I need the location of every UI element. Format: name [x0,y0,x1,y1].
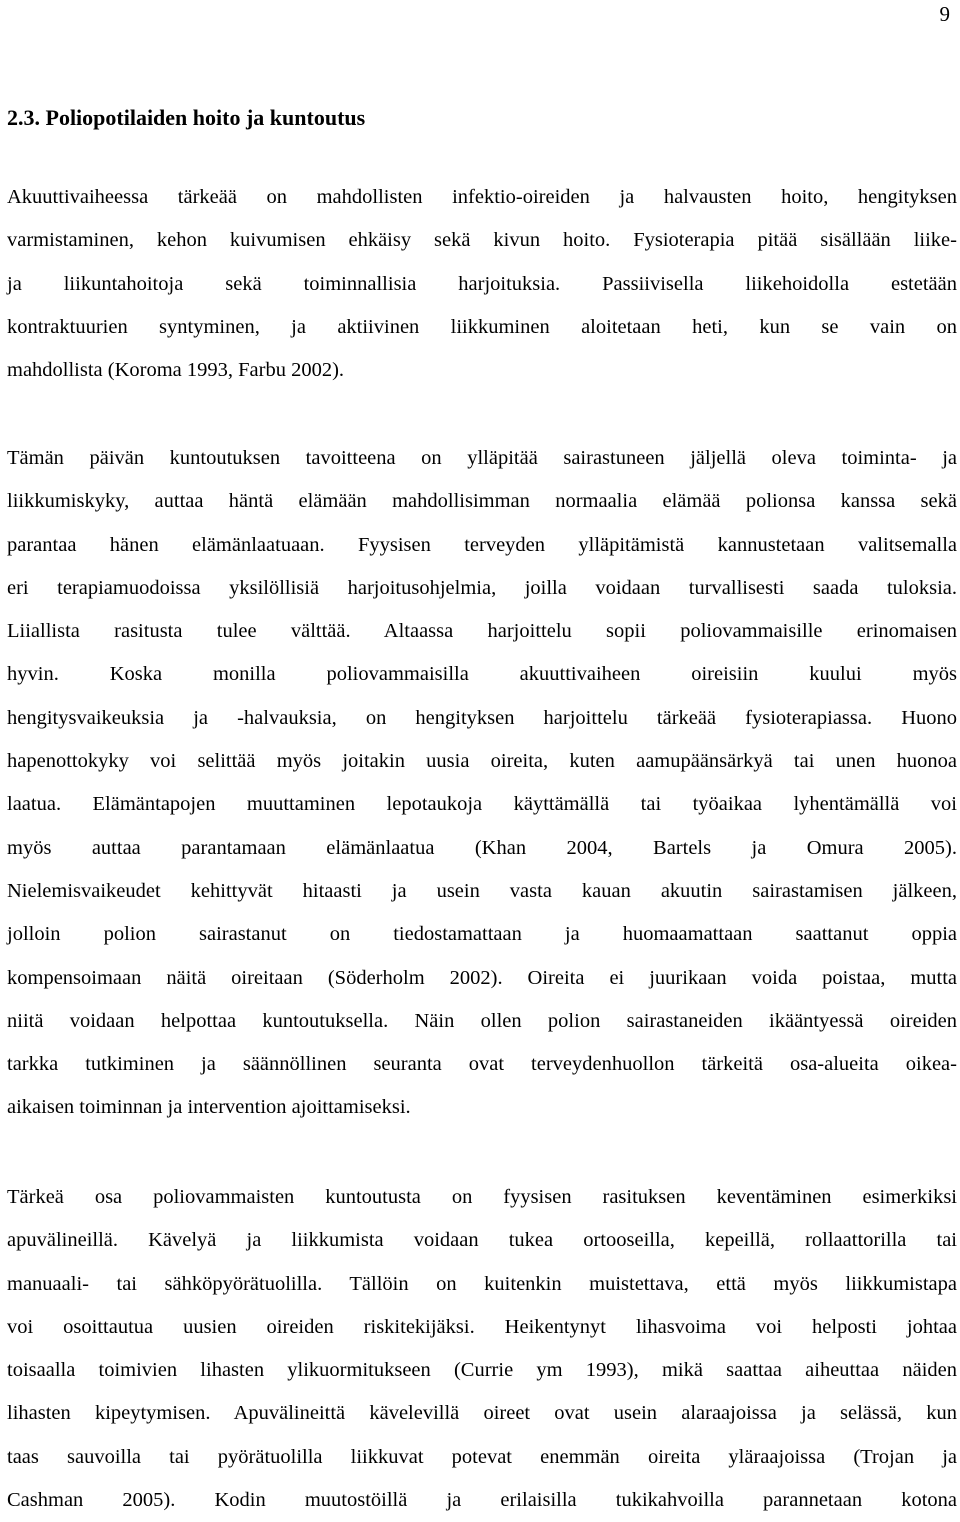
text-line: kontraktuurien syntyminen, ja aktiivinen liikkuminen aloitetaan heti, kun se vain on [7,315,957,338]
text-line: apuvälineillä. Kävelyä ja liikkumista voidaan tukea ortooseilla, kepeillä, rollaattorilla tai [7,1229,957,1252]
text-line: mahdollista (Koroma 1993, Farbu 2002). [7,359,345,382]
text-line: hengitysvaikeuksia ja -halvauksia, on hengityksen harjoittelu tärkeää fysioterapiassa. Huono [7,706,957,729]
text-line: tarkka tutkiminen ja säännöllinen seuranta ovat terveydenhuollon tärkeitä osa-alueita oikea- [7,1053,957,1076]
text-line: Nielemisvaikeudet kehittyvät hitaasti ja usein vasta kauan akuutin sairastamisen jälkeen, [7,879,957,902]
text-line: hapenottokyky voi selittää myös joitakin uusia oireita, kuten aamupäänsärkyä tai unen huonoa [7,750,957,773]
text-line: liikkumiskyky, auttaa häntä elämään mahdollisimman normaalia elämää polionsa kanssa sekä [7,490,957,513]
text-line: Tärkeä osa poliovammaisten kuntoutusta on fyysisen rasituksen keventäminen esimerkiksi [7,1186,957,1208]
text-line: lihasten kipeytymisen. Apuvälineittä kävelevillä oireet ovat usein alaraajoissa ja selässä, kun [7,1402,957,1425]
text-line: toisaalla toimivien lihasten ylikuormitukseen (Currie ym 1993), mikä saattaa aiheuttaa näiden [7,1359,957,1382]
text-line: ja liikuntahoitoja sekä toiminnallisia harjoituksia. Passiivisella liikehoidolla estetään [7,272,957,295]
paragraph-rehabilitation-goals [7,437,957,1130]
text-line: voi osoittautua uusien oireiden riskitekijäksi. Heikentynyt lihasvoima voi helposti johtaa [7,1315,957,1338]
text-line: parantaa hänen elämänlaatuaan. Fyysisen terveyden ylläpitämistä kannustetaan valitsemalla [7,533,957,556]
text-line: Tämän päivän kuntoutuksen tavoitteena on ylläpitää sairastuneen jäljellä oleva toiminta- ja [7,447,957,469]
text-line: aikaisen toiminnan ja intervention ajoittamiseksi. [7,1096,411,1119]
text-line: laatua. Elämäntapojen muuttaminen lepotaukoja käyttämällä tai työaikaa lyhentämällä voi [7,793,957,816]
paragraph-assistive-devices [7,1176,957,1522]
text-line: varmistaminen, kehon kuivumisen ehkäisy sekä kivun hoito. Fysioterapia pitää sisällään liike- [7,229,957,252]
page-number: 9 [939,2,950,26]
text-line: taas sauvoilla tai pyörätuolilla liikkuvat potevat enemmän oireita yläraajoissa (Trojan ja [7,1445,957,1468]
text-line: Liiallista rasitusta tulee välttää. Altaassa harjoittelu sopii poliovammaisille erinomaisen [7,620,957,643]
text-line: niitä voidaan helpottaa kuntoutuksella. Näin ollen polion sairastaneiden ikääntyessä oireiden [7,1009,957,1032]
text-line: Cashman 2005). Kodin muutostöillä ja erilaisilla tukikahvoilla parannetaan kotona [7,1489,957,1512]
text-line: manuaali- tai sähköpyörätuolilla. Tällöin on kuitenkin muistettava, että myös liikkumistapa [7,1272,957,1295]
text-line: eri terapiamuodoissa yksilöllisiä harjoitusohjelmia, joilla voidaan turvallisesti saada tuloksia. [7,576,957,599]
text-line: Akuuttivaiheessa tärkeää on mahdollisten infektio-oireiden ja halvausten hoito, hengityksen [7,186,957,208]
paragraph-acute-phase [7,176,957,392]
text-line: jolloin polion sairastanut on tiedostamattaan ja huomaamattaan saattanut oppia [7,923,957,946]
text-line: myös auttaa parantamaan elämänlaatua (Khan 2004, Bartels ja Omura 2005). [7,836,957,859]
text-line: hyvin. Koska monilla poliovammaisilla akuuttivaiheen oireisiin kuului myös [7,663,957,686]
section-heading: 2.3. Poliopotilaiden hoito ja kuntoutus [7,105,366,130]
text-line: kompensoimaan näitä oireitaan (Söderholm 2002). Oireita ei juurikaan voida poistaa, mutta [7,966,957,989]
